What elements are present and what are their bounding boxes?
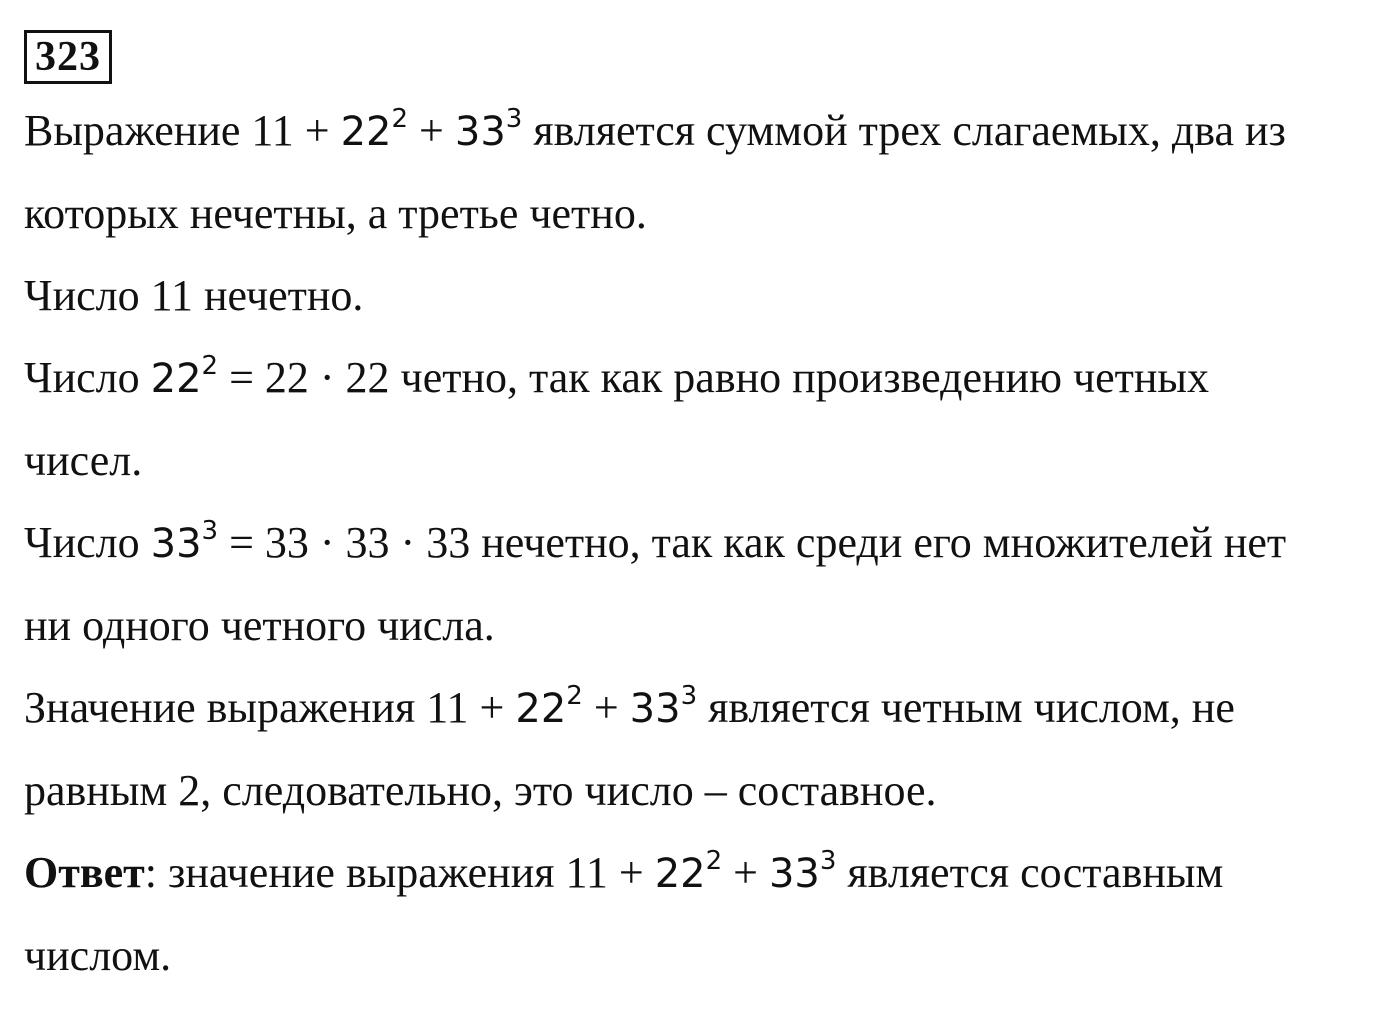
math-term-33-cubed <box>629 680 698 732</box>
text-fragment: = 33 · 33 · 33 нечетно, так как среди его множителей нет <box>218 518 1287 567</box>
base-33: 33 <box>768 851 820 897</box>
exponent-3: 3 <box>201 515 219 546</box>
solution-line-7: ни одного четного числа. <box>24 601 495 650</box>
text-fragment: является составным <box>836 848 1224 897</box>
exponent-2: 2 <box>201 350 219 381</box>
text-fragment: является четным числом, не <box>697 683 1235 732</box>
math-term-33-cubed <box>454 103 523 155</box>
solution-line-1 <box>24 90 1390 173</box>
exponent-2: 2 <box>391 103 409 134</box>
text-fragment: Число <box>24 518 151 567</box>
text-fragment: = 22 · 22 четно, так как равно произведению четных <box>218 353 1209 402</box>
base-22: 22 <box>150 356 202 402</box>
base-33: 33 <box>454 109 506 155</box>
text-fragment: является суммой трех слагаемых, два из <box>522 106 1286 155</box>
text-fragment: Число <box>24 353 151 402</box>
answer-line <box>24 832 1390 915</box>
text-fragment: : значение выражения 11 + <box>144 848 655 897</box>
solution-line-6 <box>24 502 1390 585</box>
solution-page <box>24 30 1390 997</box>
base-22: 22 <box>654 851 706 897</box>
solution-line-5: чисел. <box>24 436 143 485</box>
base-33: 33 <box>629 686 681 732</box>
exponent-3: 3 <box>819 845 837 876</box>
solution-line-9: равным 2, следовательно, это число – составное. <box>24 766 937 815</box>
text-fragment: + <box>582 683 630 732</box>
text-fragment: + <box>408 106 455 155</box>
exponent-2: 2 <box>566 680 583 711</box>
solution-line-4 <box>24 337 1390 420</box>
math-term-22-squared <box>340 103 409 155</box>
exponent-2: 2 <box>705 845 723 876</box>
solution-line-2: которых нечетны, а третье четно. <box>24 189 647 238</box>
problem-number-box: 323 <box>24 30 112 84</box>
math-term-33-cubed <box>150 515 219 567</box>
base-33: 33 <box>150 521 202 567</box>
answer-line-2: числом. <box>24 931 172 980</box>
text-fragment: + <box>722 848 769 897</box>
math-term-22-squared <box>150 350 219 402</box>
solution-line-3: Число 11 нечетно. <box>24 271 364 320</box>
solution-line-8 <box>24 667 1390 750</box>
text-fragment: Значение выражения 11 + <box>24 683 516 732</box>
math-term-22-squared <box>654 845 723 897</box>
base-22: 22 <box>340 109 392 155</box>
exponent-3: 3 <box>505 103 523 134</box>
math-term-33-cubed <box>768 845 837 897</box>
answer-label: Ответ <box>24 848 145 897</box>
text-fragment: Выражение 11 + <box>24 106 341 155</box>
base-22: 22 <box>515 686 567 732</box>
math-term-22-squared <box>515 680 583 732</box>
exponent-3: 3 <box>680 680 698 711</box>
